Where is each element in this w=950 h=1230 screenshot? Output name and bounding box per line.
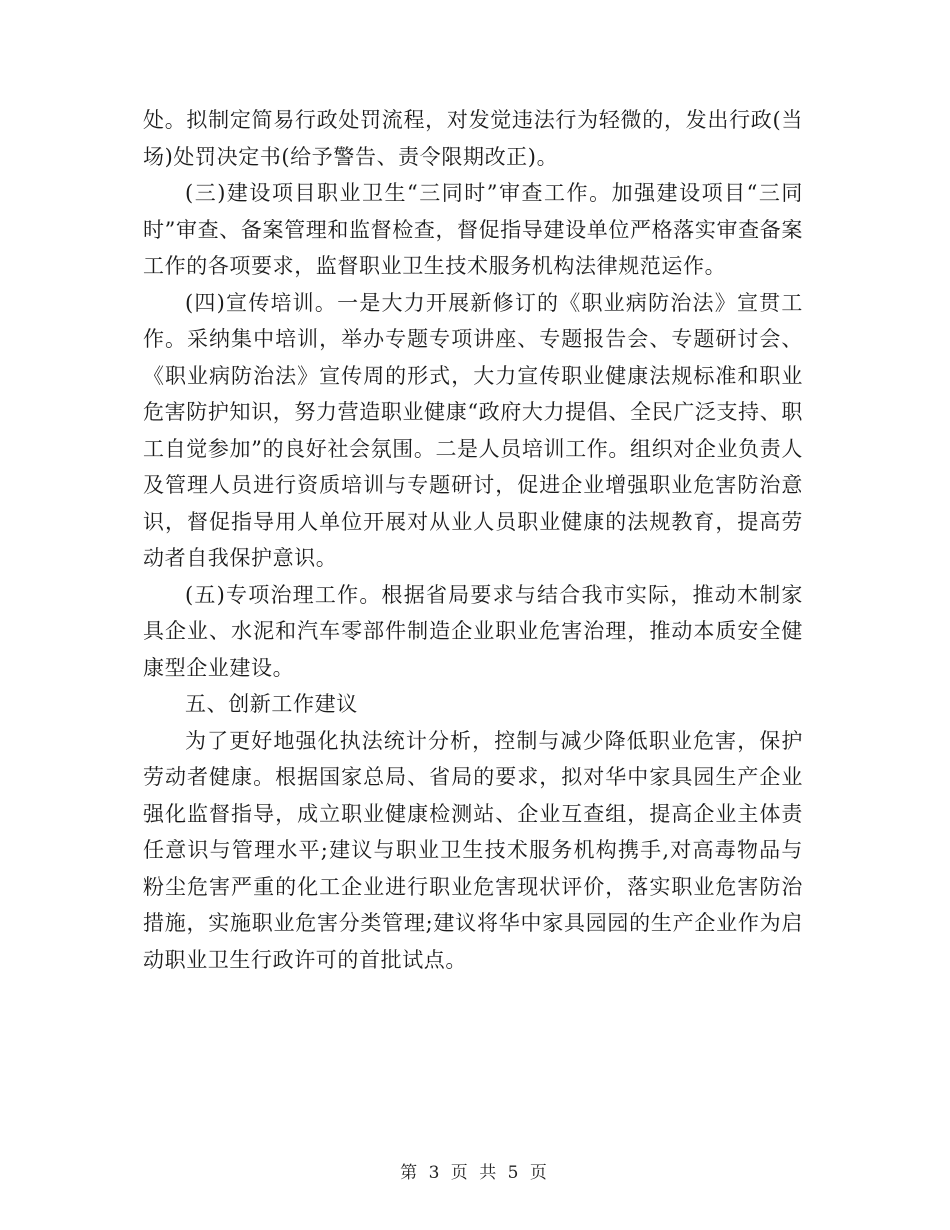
section-heading-innovation-suggestions: 五、创新工作建议: [185, 692, 358, 716]
paragraph-special-governance: (五)专项治理工作。根据省局要求与结合我市实际，推动木制家具企业、水泥和汽车零部件制造企业职业危害治理，推动本质安全健康型企业建设。: [143, 582, 803, 680]
page-number-footer: 第 3 页 共 5 页: [400, 1163, 550, 1183]
paragraph-penalty-procedure: 处。拟制定简易行政处罚流程，对发觉违法行为轻微的，发出行政(当场)处罚决定书(给予警告、责令限期改正)。: [143, 108, 803, 169]
paragraph-three-simultaneous-review: (三)建设项目职业卫生“三同时”审查工作。加强建设项目“三同时”审查、备案管理和监督检查，督促指导建设单位严格落实审查备案工作的各项要求，监督职业卫生技术服务机构法律规范运作。: [143, 181, 803, 278]
paragraph-innovation-suggestions: 为了更好地强化执法统计分析，控制与减少降低职业危害，保护劳动者健康。根据国家总局、省局的要求，拟对华中家具园生产企业强化监督指导，成立职业健康检测站、企业互查组，提高企业主体责任意识与管理水平;建议与职业卫生技术服务机构携手,对高毒物品与粉尘危害严重的化工企业进行职业危害现状评价，落实职业危害防治措施，实施职业危害分类管理;建议将华中家具园园的生产企业作为启动职业卫生行政许可的首批试点。: [143, 728, 803, 972]
document-body: [143, 102, 803, 978]
paragraph-publicity-training: (四)宣传培训。一是大力开展新修订的《职业病防治法》宣贯工作。采纳集中培训，举办专题专项讲座、专题报告会、专题研讨会、《职业病防治法》宣传周的形式，大力宣传职业健康法规标准和职业危害防护知识，努力营造职业健康“政府大力提倡、全民广泛支持、职工自觉参加”的良好社会氛围。二是人员培训工作。组织对企业负责人及管理人员进行资质培训与专题研讨，促进企业增强职业危害防治意识，督促指导用人单位开展对从业人员职业健康的法规教育，提高劳动者自我保护意识。: [143, 290, 803, 570]
